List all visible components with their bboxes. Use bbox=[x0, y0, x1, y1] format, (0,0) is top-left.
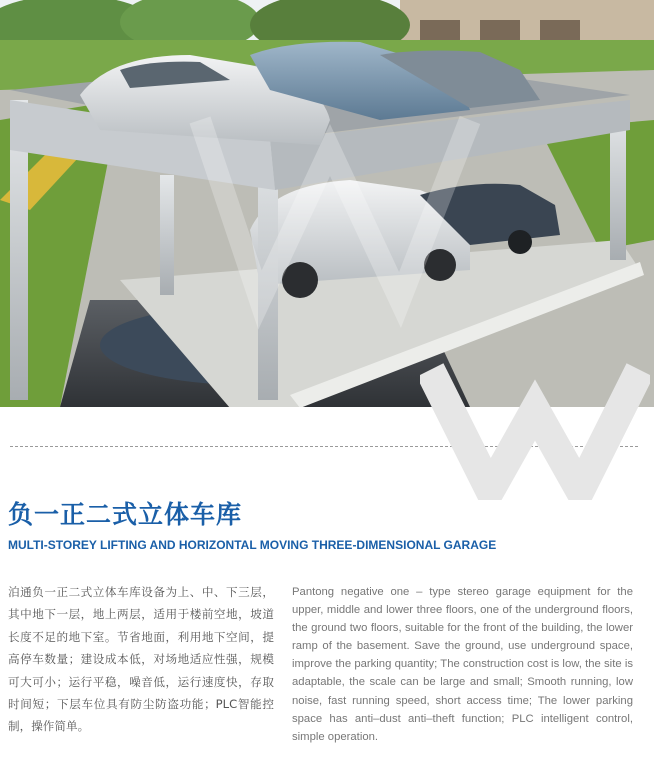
page-subtitle: MULTI-STOREY LIFTING AND HORIZONTAL MOVING THREE-DIMENSIONAL GARAGE bbox=[8, 538, 497, 552]
description-chinese: 泊通负一正二式立体车库设备为上、中、下三层，其中地下一层，地上两层，适用于楼前空地，坡道长度不足的地下室。节省地面，利用地下空间，提高停车数量；建设成本低，对场地适应性强，规模可大可小；运行平稳，噪音低，运行速度快，存取时间短；下层车位具有防尘防盗功能；PLC智能控制，操作简单。 bbox=[8, 585, 274, 734]
page-title: 负一正二式立体车库 bbox=[8, 500, 243, 529]
description-english: Pantong negative one – type stereo garage equipment for the upper, middle and lower three floors, one of the underground floors, the ground two floors, suitable for the front of the building, the lower ramp of the basement. Save the ground, use underground space, improve the parking quantity; The construction cost is low, the site is adaptable, the scale can be large and small; Smooth running, low noise, fast running speed, short access time; The lower parking space has anti–dust anti–theft function; PLC intelligent control, simple operation. bbox=[292, 586, 633, 743]
section-divider bbox=[10, 446, 638, 447]
